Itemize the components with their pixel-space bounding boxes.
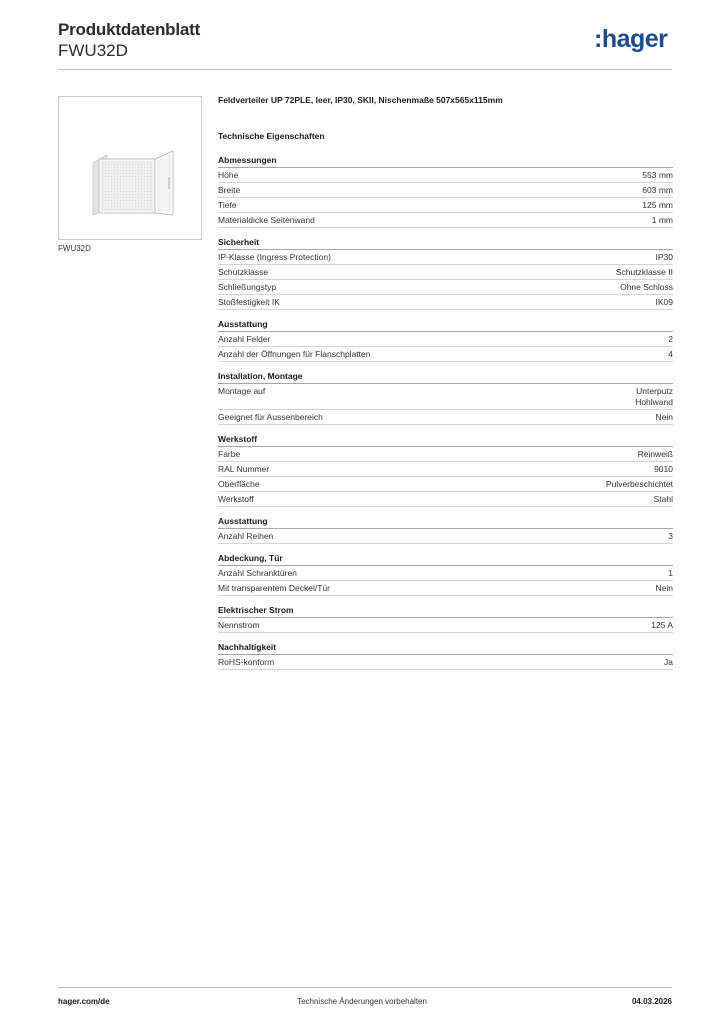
footer-note: Technische Änderungen vorbehalten [297, 997, 427, 1006]
spec-value [668, 349, 673, 360]
image-caption: FWU32D [58, 244, 91, 253]
spec-value [668, 531, 673, 542]
spec-value-line: Stahl [653, 494, 673, 504]
spec-value [652, 215, 673, 226]
spec-value [668, 334, 673, 345]
spec-label: Montage auf [218, 386, 266, 396]
spec-label: Mit transparentem Deckel/Tür [218, 583, 330, 593]
spec-label: Tiefe [218, 200, 237, 210]
spec-value [654, 464, 673, 475]
spec-value [656, 297, 674, 308]
spec-value [620, 282, 673, 293]
spec-value-line: Nein [655, 583, 673, 593]
spec-value-line: IP30 [655, 252, 673, 262]
spec-value-line: Nein [655, 412, 673, 422]
spec-label: RAL Nummer [218, 464, 270, 474]
spec-value [642, 200, 673, 211]
spec-value-line: 125 A [651, 620, 673, 630]
spec-row [218, 529, 673, 544]
spec-value-line: 4 [668, 349, 673, 359]
spec-section [218, 553, 673, 596]
spec-row [218, 280, 673, 295]
spec-section [218, 605, 673, 633]
spec-value-line: 125 mm [642, 200, 673, 210]
spec-section [218, 319, 673, 362]
spec-sections [218, 155, 673, 670]
spec-section [218, 237, 673, 310]
spec-value [656, 583, 673, 594]
section-title: Sicherheit [218, 237, 673, 250]
spec-label: Werkstoff [218, 494, 254, 504]
spec-row [218, 213, 673, 228]
spec-value-line: 1 [668, 568, 673, 578]
spec-value [606, 479, 673, 490]
spec-label: IP-Klasse (Ingress Protection) [218, 252, 331, 262]
spec-row [218, 384, 673, 410]
spec-content [218, 95, 673, 679]
section-title: Abmessungen [218, 155, 673, 168]
spec-row [218, 581, 673, 596]
spec-value-line: 9010 [654, 464, 673, 474]
section-title: Installation, Montage [218, 371, 673, 384]
spec-row [218, 332, 673, 347]
spec-value-line: Hohlwand [635, 397, 673, 407]
spec-value-line: IK09 [655, 297, 673, 307]
spec-value-line: 603 mm [642, 185, 673, 195]
product-description: Feldverteiler UP 72PLE, leer, IP30, SKII, Nischenmaße 507x565x115mm [218, 95, 503, 105]
spec-label: Schließungstyp [218, 282, 277, 292]
spec-row [218, 265, 673, 280]
spec-row [218, 447, 673, 462]
section-title: Ausstattung [218, 319, 673, 332]
spec-label: Anzahl Schranktüren [218, 568, 297, 578]
spec-label: Materialdicke Seitenwand [218, 215, 315, 225]
technical-heading: Technische Eigenschaften [218, 131, 325, 141]
spec-value [638, 449, 673, 460]
spec-row [218, 168, 673, 183]
spec-row [218, 566, 673, 581]
spec-label: Anzahl Felder [218, 334, 271, 344]
spec-value-line: Reinweiß [637, 449, 673, 459]
spec-value [635, 386, 673, 408]
section-title: Ausstattung [218, 516, 673, 529]
spec-label: Höhe [218, 170, 239, 180]
spec-row [218, 655, 673, 670]
enclosure-illustration [59, 97, 201, 239]
spec-value [654, 494, 673, 505]
spec-row [218, 250, 673, 265]
section-title: Elektrischer Strom [218, 605, 673, 618]
spec-value [668, 568, 673, 579]
page-title: Produktdatenblatt [58, 20, 201, 39]
spec-value-line: 2 [668, 334, 673, 344]
spec-label: Breite [218, 185, 241, 195]
spec-value-line: 3 [668, 531, 673, 541]
spec-row [218, 198, 673, 213]
hager-logo [594, 27, 667, 52]
footer-date: 04.03.2026 [631, 997, 672, 1006]
spec-label: Anzahl der Öffnungen für Flanschplatten [218, 349, 371, 359]
spec-value [656, 252, 674, 263]
spec-row [218, 492, 673, 507]
spec-section [218, 155, 673, 228]
spec-row [218, 295, 673, 310]
spec-row [218, 347, 673, 362]
spec-value [651, 620, 673, 631]
spec-section [218, 371, 673, 425]
product-image [58, 96, 202, 240]
logo-text: :hager [594, 25, 668, 53]
spec-value [616, 267, 673, 278]
spec-label: Oberfläche [218, 479, 260, 489]
section-title: Abdeckung, Tür [218, 553, 673, 566]
footer-divider [58, 987, 672, 988]
section-title: Nachhaltigkeit [218, 642, 673, 655]
spec-label: Nennstrom [218, 620, 260, 630]
spec-value-line: Schutzklasse II [615, 267, 673, 277]
spec-label: RoHS-konform [218, 657, 275, 667]
spec-value-line: Unterputz [636, 386, 673, 396]
spec-row [218, 618, 673, 633]
spec-section [218, 434, 673, 507]
spec-label: Schutzklasse [218, 267, 269, 277]
spec-row [218, 462, 673, 477]
spec-value [656, 412, 673, 423]
spec-value-line: Pulverbeschichtet [605, 479, 673, 489]
spec-value [664, 657, 673, 668]
spec-value [642, 185, 673, 196]
spec-value [642, 170, 673, 181]
article-number: FWU32D [58, 41, 128, 60]
footer-website: hager.com/de [58, 997, 110, 1006]
header-divider [58, 69, 672, 70]
spec-section [218, 642, 673, 670]
spec-value-line: 1 mm [651, 215, 673, 225]
spec-value-line: Ja [664, 657, 673, 667]
spec-row [218, 410, 673, 425]
spec-label: Geeignet für Aussenbereich [218, 412, 323, 422]
spec-value-line: 553 mm [642, 170, 673, 180]
spec-row [218, 477, 673, 492]
spec-label: Anzahl Reihen [218, 531, 274, 541]
section-title: Werkstoff [218, 434, 673, 447]
spec-row [218, 183, 673, 198]
spec-value-line: Ohne Schloss [620, 282, 673, 292]
spec-section [218, 516, 673, 544]
spec-label: Farbe [218, 449, 241, 459]
spec-label: Stoßfestigkeit IK [218, 297, 280, 307]
